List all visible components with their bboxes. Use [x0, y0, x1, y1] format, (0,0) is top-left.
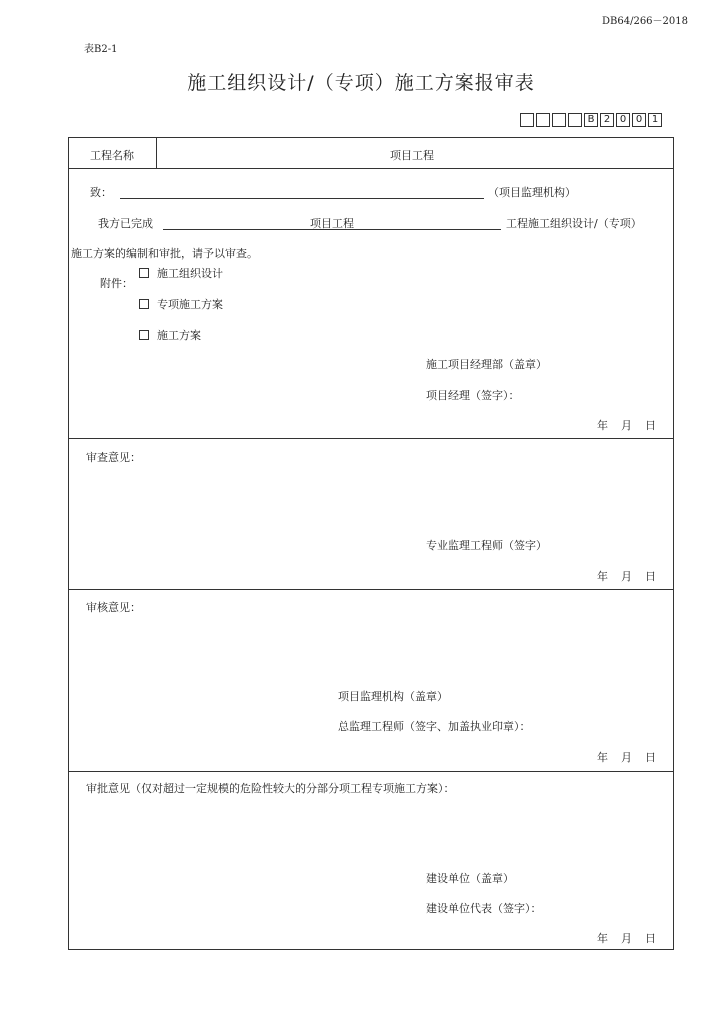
completed-suffix: 工程施工组织设计/（专项）: [506, 217, 642, 230]
attachment-label: 施工组织设计: [157, 267, 223, 280]
attachment-checkbox[interactable]: [139, 299, 149, 309]
attachment-checkbox[interactable]: [139, 268, 149, 278]
to-suffix: （项目监理机构）: [488, 186, 576, 199]
divider: [68, 589, 674, 590]
form-code-box[interactable]: [568, 113, 582, 127]
form-code: [520, 113, 662, 127]
project-name-value[interactable]: 项目工程: [390, 149, 434, 162]
attachment-label: 施工方案: [157, 329, 201, 342]
date-day: 日: [645, 751, 656, 764]
completed-label: 我方已完成: [98, 217, 153, 230]
date-month: 月: [621, 751, 632, 764]
attachment-label: 专项施工方案: [157, 298, 223, 311]
date-year: 年: [597, 570, 608, 583]
audit-org-seal: 项目监理机构（盖章）: [338, 690, 448, 703]
date-day: 日: [645, 419, 656, 432]
date-month: 月: [621, 419, 632, 432]
approval-label: 审批意见（仅对超过一定规模的危险性较大的分部分项工程专项施工方案）：: [86, 782, 455, 795]
table-number: 表B2-1: [84, 44, 118, 55]
form-code-box[interactable]: [536, 113, 550, 127]
approval-rep-sign: 建设单位代表（签字）：: [426, 902, 542, 915]
to-label: 致：: [90, 186, 112, 199]
submission-continuation: 施工方案的编制和审批，请予以审查。: [71, 247, 258, 260]
date-day: 日: [645, 932, 656, 945]
form-code-box: 0: [632, 113, 646, 127]
divider: [68, 771, 674, 772]
date-month: 月: [621, 932, 632, 945]
audit-label: 审核意见：: [86, 601, 141, 614]
to-input-line[interactable]: [120, 198, 484, 199]
attachments-label: 附件：: [100, 277, 133, 290]
divider: [68, 438, 674, 439]
form-code-box[interactable]: [552, 113, 566, 127]
standard-code: DB64/266－2018: [602, 16, 688, 27]
audit-chief-sign: 总监理工程师（签字、加盖执业印章）：: [338, 720, 531, 733]
approval-unit-seal: 建设单位（盖章）: [426, 872, 514, 885]
project-name-label: 工程名称: [90, 149, 134, 162]
date-month: 月: [621, 570, 632, 583]
date-year: 年: [597, 751, 608, 764]
form-code-box: B: [584, 113, 598, 127]
attachment-checkbox[interactable]: [139, 330, 149, 340]
review-label: 审查意见：: [86, 451, 141, 464]
divider: [68, 168, 674, 169]
review-sign: 专业监理工程师（签字）: [426, 539, 547, 552]
divider: [156, 137, 157, 168]
completed-value[interactable]: 项目工程: [310, 217, 354, 230]
date-day: 日: [645, 570, 656, 583]
page-title: 施工组织设计/（专项）施工方案报审表: [187, 72, 535, 94]
form-code-box: 2: [600, 113, 614, 127]
dept-seal: 施工项目经理部（盖章）: [426, 358, 547, 371]
date-year: 年: [597, 419, 608, 432]
form-code-box: 1: [648, 113, 662, 127]
date-year: 年: [597, 932, 608, 945]
form-code-box[interactable]: [520, 113, 534, 127]
manager-sign: 项目经理（签字）：: [426, 389, 520, 402]
form-code-box: 0: [616, 113, 630, 127]
